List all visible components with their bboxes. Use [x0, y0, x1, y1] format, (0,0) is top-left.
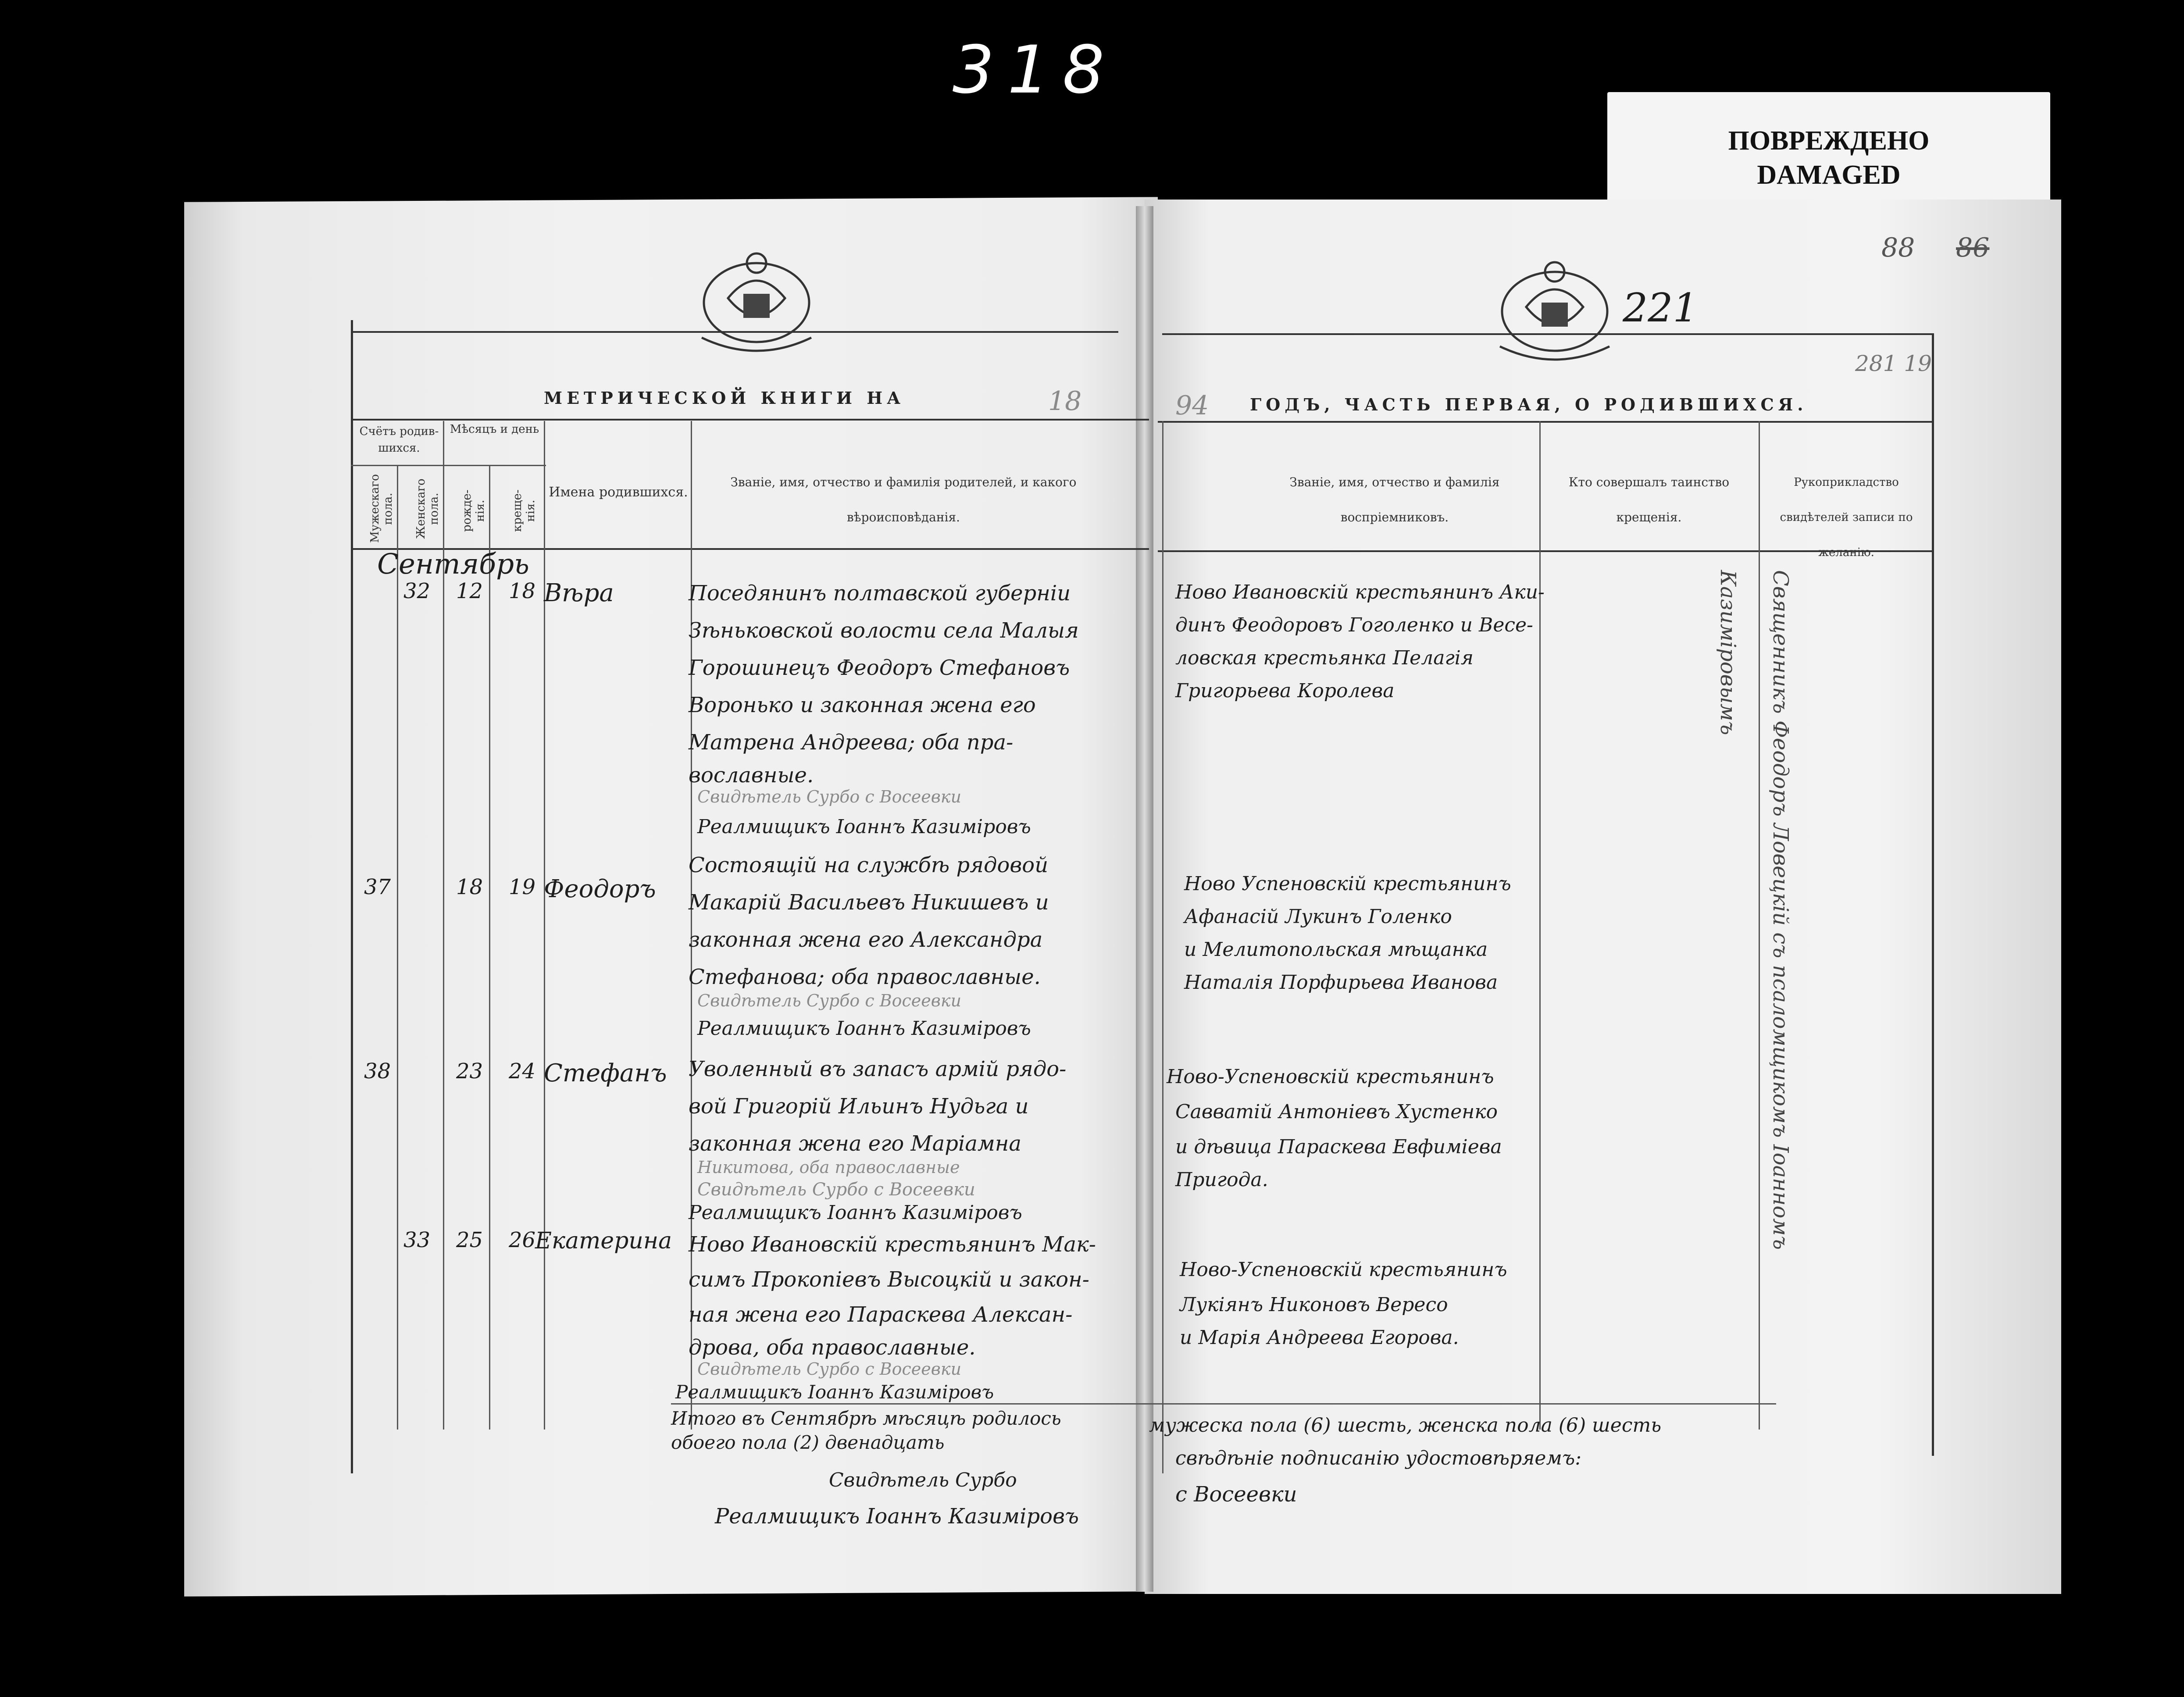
summary-right-1: мужеска пола (6) шесть, женска пола (6) шесть	[1149, 1414, 1662, 1437]
record-1-parents-6: вославные.	[689, 763, 814, 788]
record-1-parents-4: Воронько и законная жена его	[689, 693, 1036, 717]
header-godparents: Званіе, имя, отчество и фамилія воспріемниковъ.	[1289, 475, 1500, 524]
folio-number-struck: 86	[1956, 232, 1990, 263]
record-3-signature-1: Свидѣтель Сурбо с Восеевки	[697, 1180, 975, 1200]
record-3-male: 38	[364, 1059, 391, 1084]
record-2-signature-2: Реалмищикъ Іоаннъ Казиміровъ	[697, 1017, 1031, 1040]
header-count-male: Мужескаго пола.	[368, 474, 395, 543]
record-2-parents-1: Состоящій на службѣ рядовой	[689, 853, 1049, 877]
record-2-male: 37	[364, 875, 391, 899]
table-bottom-line	[671, 1403, 1776, 1405]
record-1-parents-3: Горошинецъ Феодоръ Стефановъ	[689, 656, 1070, 680]
record-3-name: Стефанъ	[544, 1059, 667, 1087]
left-top-rule	[351, 331, 1118, 333]
performed-by-text: Священникъ Феодоръ Ловецкій съ псаломщикомъ Іоанномъ Казиміровымъ	[1716, 570, 1793, 1250]
record-2-parents-2: Макарій Васильевъ Никишевъ и	[689, 890, 1049, 915]
damaged-label-ru: ПОВРЕЖДЕНО	[1728, 126, 1930, 156]
header-baptism: креще- нія.	[511, 489, 537, 532]
header-count-born: Счётъ родив- шихся.	[359, 425, 439, 455]
header-birth: рожде- нія.	[460, 489, 487, 532]
crest-left-icon	[684, 246, 829, 364]
record-4-name: Екатерина	[535, 1228, 672, 1254]
record-1-signature-1: Свидѣтель Сурбо с Восеевки	[697, 787, 962, 806]
record-3-baptism: 24	[509, 1059, 536, 1084]
col-line-6	[1162, 421, 1163, 1473]
record-1-name: Вѣра	[544, 579, 614, 607]
record-1-godparents-1: Ново Ивановскій крестьянинъ Аки-	[1175, 581, 1545, 603]
record-3-godparents-4: Пригода.	[1175, 1169, 1268, 1191]
record-3-godparents-1: Ново-Успеновскій крестьянинъ	[1167, 1066, 1494, 1088]
header-sub-line	[351, 465, 546, 466]
record-1-parents-2: Зѣньковской волости села Малыя	[689, 618, 1079, 643]
record-1-signature-2: Реалмищикъ Іоаннъ Казиміровъ	[697, 816, 1031, 838]
col-line-3	[489, 465, 490, 1430]
summary-left-1: Итого въ Сентябрѣ мѣсяцѣ родилось	[671, 1408, 1061, 1429]
record-4-godparents-2: Лукіянъ Никоновъ Вересо	[1180, 1294, 1448, 1316]
header-count-female: Женскаго пола.	[414, 478, 441, 539]
record-2-godparents-1: Ново Успеновскій крестьянинъ	[1184, 873, 1511, 895]
record-4-baptism: 26	[509, 1228, 536, 1252]
header-top-line-left	[351, 419, 1149, 421]
record-2-baptism: 19	[509, 875, 536, 899]
record-4-parents-2: Ново Ивановскій крестьянинъ Мак-	[689, 1232, 1096, 1257]
record-2-godparents-3: и Мелитопольская мѣщанка	[1184, 938, 1488, 961]
summary-sign-left-1: Свидѣтель Сурбо	[829, 1469, 1017, 1491]
sheet-number: 221	[1623, 285, 1698, 331]
col-line-1	[397, 465, 398, 1430]
book-spine	[1136, 206, 1153, 1592]
record-3-parents-1: Уволенный въ запасъ армій рядо-	[689, 1057, 1067, 1081]
record-1-female: 32	[403, 579, 431, 603]
record-3-parents-2: вой Григорій Ильинъ Нудьга и	[689, 1094, 1029, 1119]
summary-right-2: свѣдѣніе подписанію удостовѣряемъ:	[1175, 1447, 1582, 1469]
record-1-godparents-2: динъ Феодоровъ Гоголенко и Весе-	[1175, 614, 1533, 636]
right-top-rule	[1162, 333, 1934, 335]
record-4-godparents-3: и Марія Андреева Егорова.	[1180, 1326, 1459, 1349]
record-1-godparents-4: Григорьева Королева	[1175, 680, 1395, 702]
record-1-baptism: 18	[509, 579, 536, 603]
record-2-godparents-2: Афанасій Лукинъ Голенко	[1184, 906, 1452, 928]
record-1-godparents-3: ловская крестьянка Пелагія	[1175, 647, 1474, 669]
record-4-parents-1: Реалмищикъ Іоаннъ Казиміровъ	[689, 1201, 1022, 1224]
record-2-signature-1: Свидѣтель Сурбо с Восеевки	[697, 991, 962, 1010]
month-label: Сентябрь	[377, 548, 529, 581]
header-names: Имена родившихся.	[549, 485, 688, 500]
record-3-godparents-3: и дѣвица Параскева Евфиміева	[1175, 1136, 1502, 1158]
record-4-parents-5: дрова, оба православные.	[689, 1335, 976, 1360]
record-1-parents-5: Матрена Андреева; оба пра-	[689, 730, 1013, 755]
right-outer-border	[1932, 333, 1934, 1456]
record-3-parents-3: законная жена его Маріамна	[689, 1131, 1022, 1156]
damaged-label-en: DAMAGED	[1757, 160, 1901, 190]
record-4-godparents-1: Ново-Успеновскій крестьянинъ	[1180, 1258, 1507, 1281]
record-1-parents-1: Поседянинъ полтавской губерніи	[689, 581, 1071, 606]
title-year-left: 18	[1048, 386, 1082, 417]
title-left: МЕТРИЧЕСКОЙ КНИГИ НА	[544, 388, 905, 408]
record-3-parents-4: Никитова, оба православные	[697, 1158, 960, 1177]
record-2-name: Феодоръ	[544, 875, 656, 903]
folio-number: 88	[1881, 232, 1915, 263]
record-3-godparents-2: Савватій Антоніевъ Хустенко	[1175, 1101, 1498, 1123]
header-signatures: Рукоприкладство свидѣтелей записи по желанію.	[1780, 476, 1913, 559]
record-2-godparents-4: Наталія Порфирьева Иванова	[1184, 971, 1498, 994]
col-line-7	[1539, 421, 1541, 1430]
record-4-signature-1: Свидѣтель Сурбо с Восеевки	[697, 1359, 962, 1379]
title-right: ГОДЪ, ЧАСТЬ ПЕРВАЯ, О РОДИВШИХСЯ.	[1250, 395, 1808, 414]
record-4-signature-2: Реалмищикъ Іоаннъ Казиміровъ	[675, 1381, 994, 1403]
record-3-birth: 23	[456, 1059, 483, 1084]
summary-left-2: обоего пола (2) двенадцать	[671, 1432, 945, 1453]
header-month-day: Мѣсяцъ и день	[450, 423, 539, 436]
col-line-4	[544, 421, 545, 1430]
record-4-female: 33	[403, 1228, 431, 1252]
sheet-small-number: 281 19	[1855, 351, 1932, 376]
frame-number: 318	[952, 32, 1118, 108]
header-top-line-right	[1158, 421, 1934, 423]
header-parents: Званіе, имя, отчество и фамилія родителей, и какого вѣроисповѣданія.	[730, 475, 1077, 524]
record-4-parents-3: симъ Прокопіевъ Высоцкій и закон-	[689, 1267, 1089, 1292]
record-2-parents-3: законная жена его Александра	[689, 927, 1043, 952]
title-year-right: 94	[1175, 390, 1209, 421]
summary-sign-right: с Восеевки	[1175, 1482, 1297, 1507]
record-4-parents-4: ная жена его Параскева Алексан-	[689, 1302, 1073, 1327]
summary-sign-left-2: Реалмищикъ Іоаннъ Казиміровъ	[715, 1504, 1079, 1529]
record-1-birth: 12	[456, 579, 483, 603]
record-2-birth: 18	[456, 875, 483, 899]
header-performed-by: Кто совершалъ таинство крещенія.	[1568, 475, 1730, 524]
record-2-parents-4: Стефанова; оба православные.	[689, 965, 1041, 989]
crest-right-icon	[1482, 254, 1627, 373]
record-4-birth: 25	[456, 1228, 483, 1252]
left-outer-border	[351, 320, 353, 1473]
